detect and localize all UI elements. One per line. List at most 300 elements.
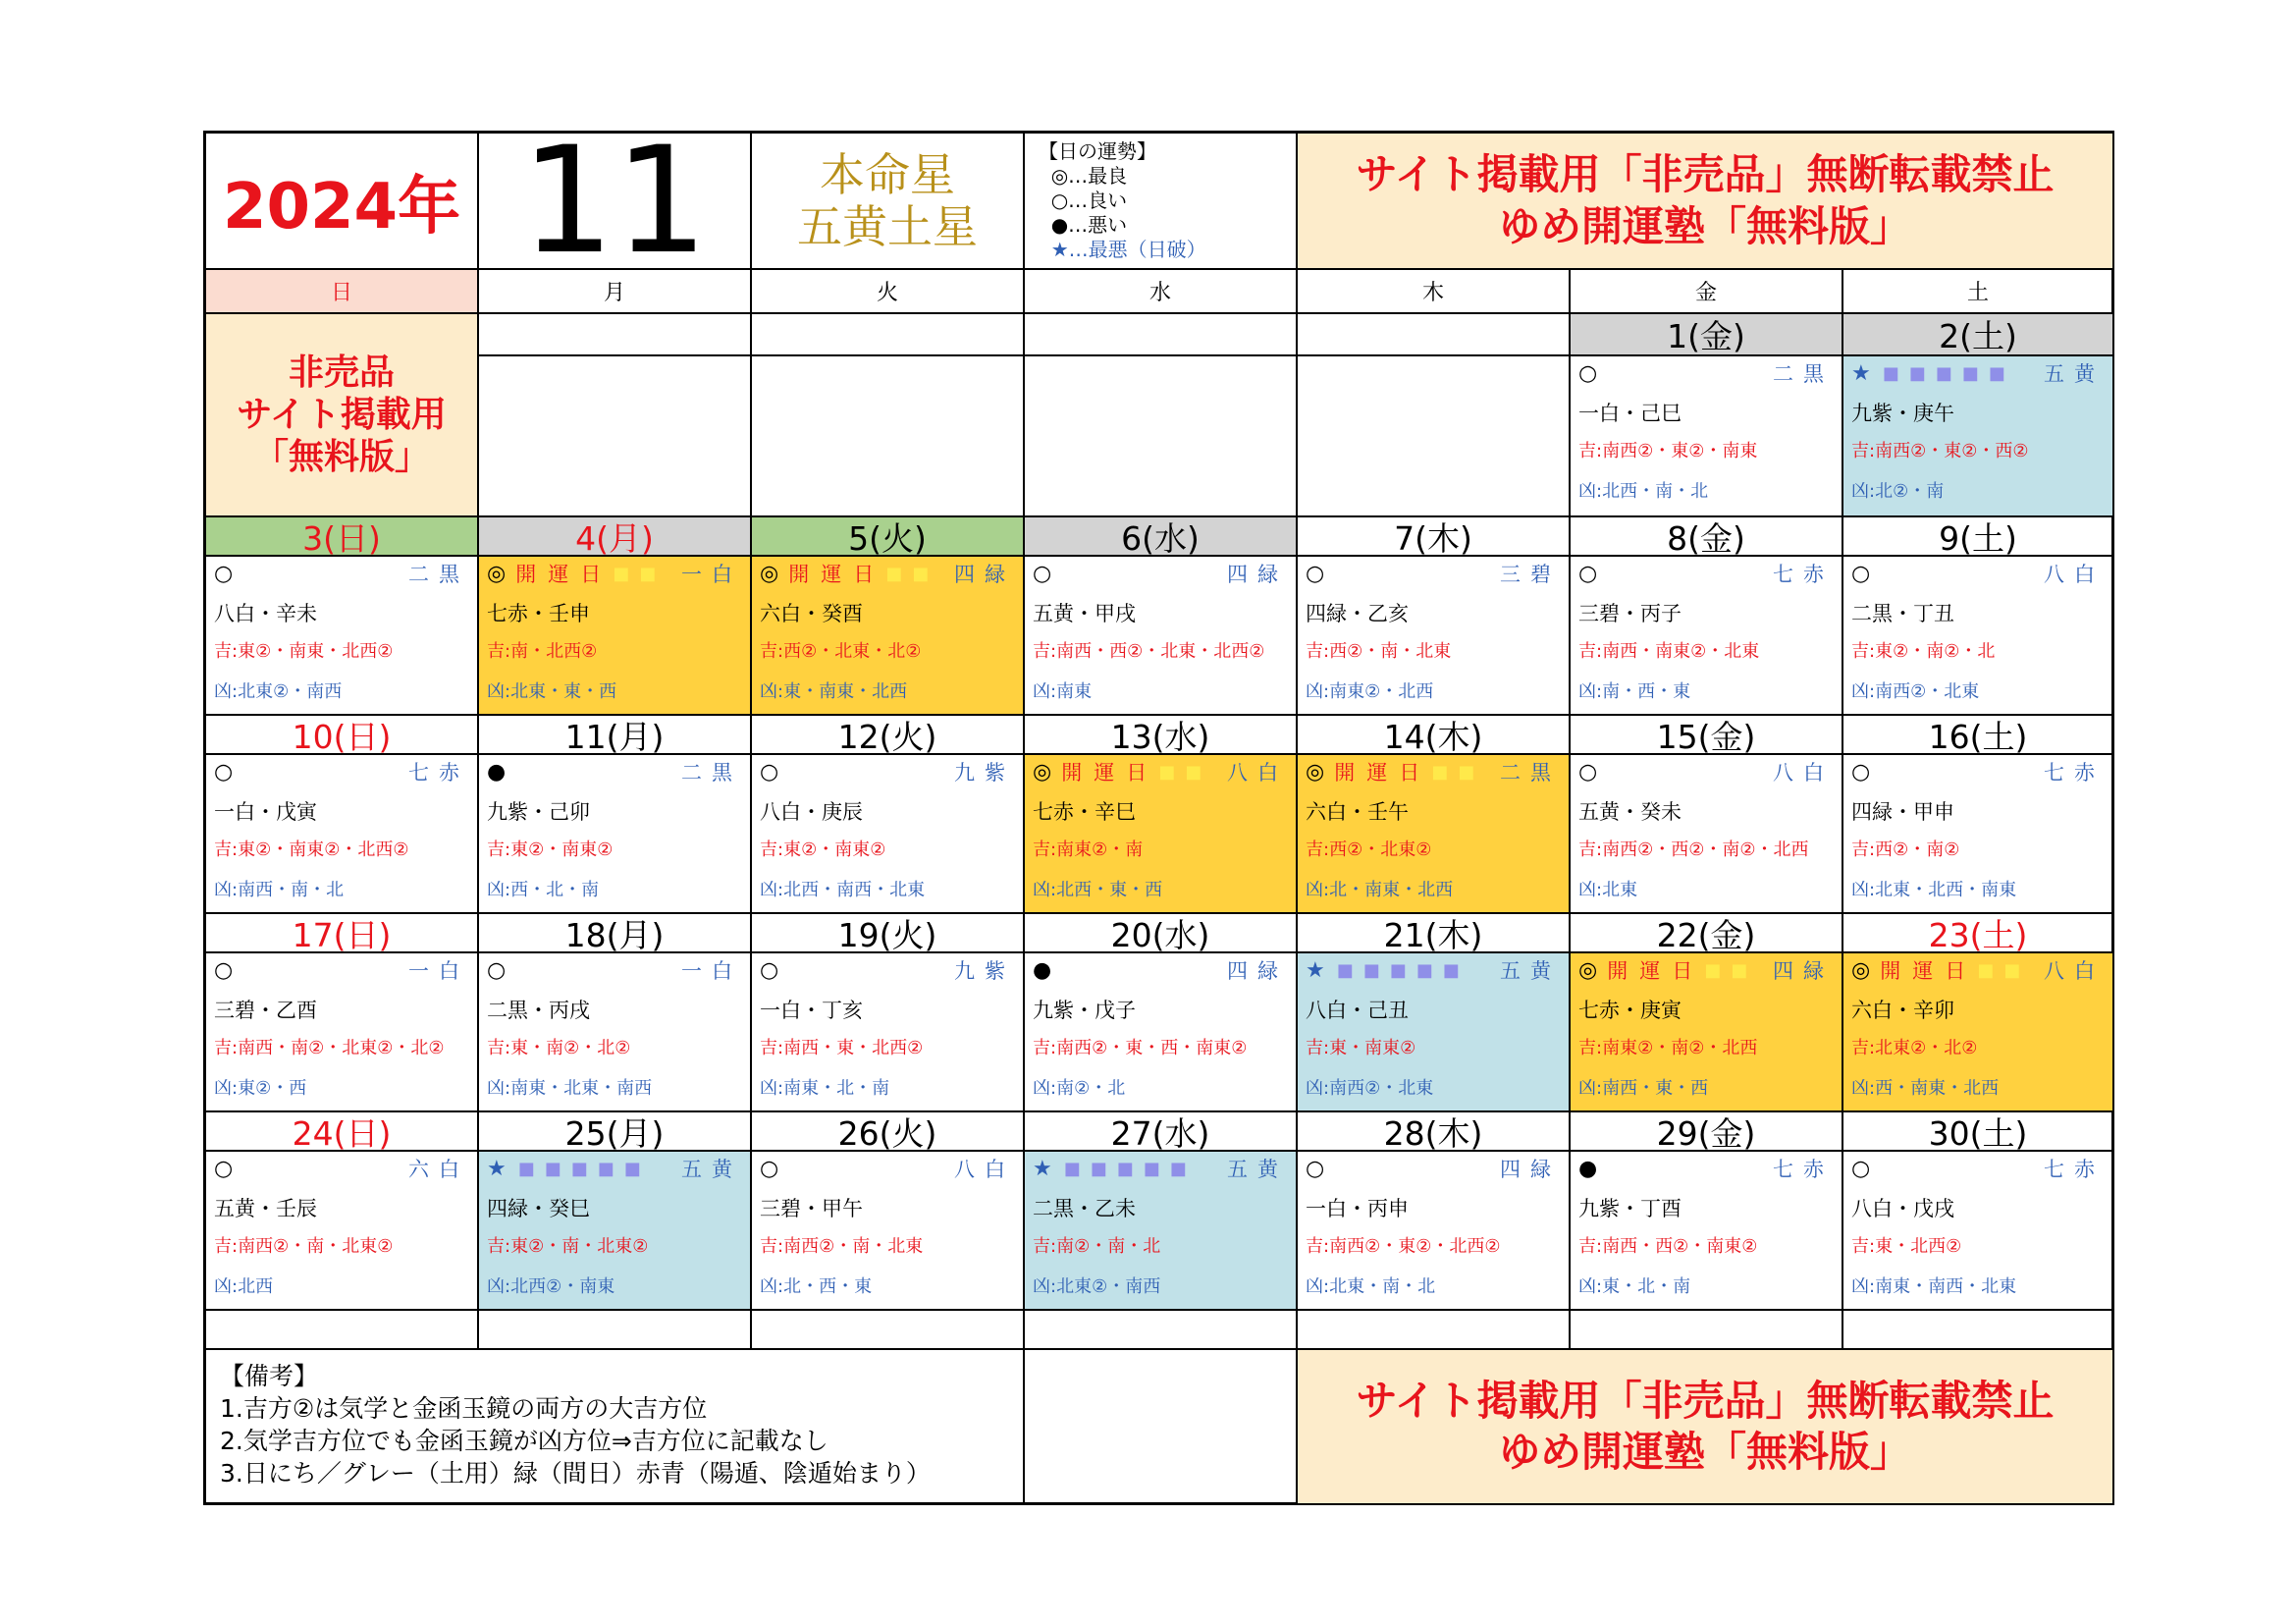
day-kanshi: 八白・戊戌: [1851, 1197, 1954, 1220]
fortune-mark-group: [1578, 757, 1597, 786]
nonsale-line: 「無料版」: [252, 437, 430, 478]
unlucky-directions: 凶:南西・南・北: [214, 880, 345, 900]
day-cell: [1298, 557, 1571, 716]
day-star: 八白: [1773, 761, 1834, 785]
lucky-directions: 吉:南・北西②: [487, 641, 598, 662]
note-line: 【備考】: [220, 1362, 319, 1390]
unlucky-directions: 凶:北東②・南西: [1033, 1276, 1161, 1297]
date-header: [1571, 1112, 1843, 1152]
lucky-directions: 吉:東②・南②・北: [1851, 641, 1996, 662]
day-kanshi: 七赤・壬申: [487, 602, 590, 625]
date-header: [1298, 914, 1571, 953]
month-label: 11: [520, 134, 709, 270]
unlucky-directions: 凶:北西・東・西: [1033, 880, 1163, 900]
day-cell: [206, 557, 479, 716]
fortune-mark: ◎: [760, 561, 779, 586]
unlucky-directions: 凶:南東②・北西: [1306, 681, 1434, 702]
fortune-mark: ○: [1851, 561, 1871, 586]
date-label: 3(日): [302, 518, 381, 557]
fortune-mark-group: [1578, 955, 1757, 985]
day-star: 八白: [2044, 563, 2105, 586]
fortune-mark: ○: [1578, 759, 1598, 785]
day-kanshi: 八白・辛未: [214, 602, 317, 625]
day-cell: [1571, 1152, 1843, 1311]
weekday-label: 木: [1421, 281, 1444, 305]
day-star: 四緑: [954, 563, 1015, 586]
fortune-mark: ◎: [1851, 957, 1871, 983]
unlucky-directions: 凶:南西・東・西: [1578, 1078, 1709, 1099]
day-kanshi: 一白・戊寅: [214, 800, 317, 824]
unlucky-directions: 凶:南東: [1033, 681, 1093, 702]
date-header: [206, 1112, 479, 1152]
day-cell: [1025, 557, 1298, 716]
fortune-mark-group: [1578, 1154, 1597, 1183]
day-star: 四緑: [1227, 959, 1288, 983]
empty-day-cell: [752, 356, 1025, 517]
lucky-directions: 吉:東②・南・北東②: [487, 1236, 649, 1257]
day-cell: [1025, 953, 1298, 1112]
day-star: 二黒: [1500, 761, 1561, 785]
date-label: 5(火): [848, 518, 927, 557]
lucky-directions: 吉:東②・南東②・北西②: [214, 839, 409, 860]
day-kanshi: 九紫・己卯: [487, 800, 590, 824]
fortune-line: [1578, 955, 1834, 985]
day-kanshi: 四緑・甲申: [1851, 800, 1954, 824]
fortune-line: [1851, 1154, 2105, 1183]
fortune-mark: ●: [1033, 957, 1052, 983]
day-cell: [1298, 755, 1571, 914]
day-kanshi: 五黄・癸未: [1578, 800, 1682, 824]
fortune-mark: ◎: [487, 561, 507, 586]
lucky-directions: 吉:南西②・東・西・南東②: [1033, 1038, 1248, 1058]
date-header: [1025, 517, 1298, 557]
fortune-line: [1306, 559, 1561, 588]
date-header: [1843, 1112, 2114, 1152]
lucky-directions: 吉:東②・南東・北西②: [214, 641, 394, 662]
fortune-mark-group: [1033, 955, 1051, 985]
day-star: 二黒: [681, 761, 742, 785]
day-kanshi: 七赤・辛巳: [1033, 800, 1136, 824]
honmei-cell: [752, 134, 1025, 270]
day-star: 一白: [681, 959, 742, 983]
lucky-directions: 吉:南西・南②・北東②・北②: [214, 1038, 445, 1058]
fortune-mark: ○: [1851, 759, 1871, 785]
unlucky-directions: 凶:北東②・南西: [214, 681, 343, 702]
date-label: 7(木): [1394, 518, 1472, 557]
star-squares-icon: ■■■■■: [1882, 362, 2015, 384]
date-label: 9(土): [1939, 518, 2017, 557]
date-label: 16(土): [1928, 717, 2028, 755]
kaiun-label: 開運日: [1880, 959, 1978, 983]
fortune-mark-group: [1851, 358, 2015, 388]
lucky-directions: 吉:南西②・南・北東: [760, 1236, 924, 1257]
unlucky-directions: 凶:北西②・南東: [487, 1276, 615, 1297]
day-cell: [752, 755, 1025, 914]
month-cell: [479, 134, 752, 270]
day-kanshi: 一白・丙申: [1306, 1197, 1409, 1220]
day-kanshi: 三碧・丙子: [1578, 602, 1682, 625]
date-header: [206, 716, 479, 755]
day-star: 一白: [408, 959, 469, 983]
date-header: [1571, 314, 1843, 356]
day-cell: [479, 557, 752, 716]
date-header: [1025, 914, 1298, 953]
date-label: 14(木): [1383, 717, 1483, 755]
weekday-label: 土: [1966, 281, 1989, 305]
date-header: [1571, 517, 1843, 557]
fortune-mark-group: [1033, 757, 1211, 786]
lucky-directions: 吉:南東②・南②・北西: [1578, 1038, 1758, 1058]
fortune-mark-group: [214, 757, 233, 786]
unlucky-directions: 凶:北西・南西・北東: [760, 880, 926, 900]
fortune-line: [760, 955, 1015, 985]
unlucky-directions: 凶:北西: [214, 1276, 274, 1297]
fortune-mark: ○: [760, 1156, 779, 1181]
date-header: [1843, 314, 2114, 356]
lucky-directions: 吉:東・北西②: [1851, 1236, 1962, 1257]
day-cell: [1571, 755, 1843, 914]
fortune-mark: ★: [1851, 360, 1871, 386]
date-header: [752, 517, 1025, 557]
day-star: 一白: [681, 563, 742, 586]
day-star: 七赤: [2044, 761, 2105, 785]
fortune-mark-group: [760, 757, 778, 786]
fortune-mark: ★: [1306, 957, 1325, 983]
day-kanshi: 六白・辛卯: [1851, 999, 1954, 1022]
fortune-mark: ○: [1033, 561, 1052, 586]
kaiun-squares-icon: ■■: [885, 563, 939, 584]
note-line: 3.日にち／グレー（土用）緑（間日）赤青（陽遁、陰遁始まり）: [220, 1459, 931, 1488]
legend-line: 【日の運勢】: [1039, 139, 1156, 163]
day-star: 九紫: [954, 959, 1015, 983]
legend-line: ●…悪い: [1039, 213, 1128, 237]
fortune-mark-group: [1306, 955, 1469, 985]
fortune-mark-group: [1306, 559, 1324, 588]
weekday-label: 水: [1148, 281, 1171, 305]
notice-line: ゆめ開運塾「無料版」: [1498, 201, 1911, 250]
fortune-mark-group: [487, 559, 666, 588]
date-label: 22(金): [1656, 915, 1756, 953]
date-header: [1843, 716, 2114, 755]
weekday-header: [206, 270, 479, 314]
fortune-line: [1306, 1154, 1561, 1183]
fortune-mark: ○: [487, 957, 507, 983]
fortune-mark-group: [1851, 1154, 1870, 1183]
fortune-mark-group: [1306, 757, 1484, 786]
star-squares-icon: ■■■■■: [1336, 959, 1469, 981]
day-kanshi: 二黒・丙戌: [487, 999, 590, 1022]
day-cell: [1571, 557, 1843, 716]
empty-row-cell: [206, 1311, 479, 1350]
date-header: [1025, 1112, 1298, 1152]
lucky-directions: 吉:南②・南・北: [1033, 1236, 1161, 1257]
day-kanshi: 六白・癸酉: [760, 602, 863, 625]
unlucky-directions: 凶:南東・南西・北東: [1851, 1276, 2017, 1297]
fortune-mark: ○: [1578, 360, 1598, 386]
fortune-mark: ★: [487, 1156, 507, 1181]
day-cell: [752, 953, 1025, 1112]
fortune-mark: ★: [1033, 1156, 1052, 1181]
date-label: 15(金): [1656, 717, 1756, 755]
day-kanshi: 九紫・庚午: [1851, 402, 1954, 425]
day-star: 七赤: [408, 761, 469, 785]
day-cell: [1843, 755, 2114, 914]
lucky-directions: 吉:南西②・東②・西②: [1851, 441, 2029, 461]
day-kanshi: 八白・庚辰: [760, 800, 863, 824]
unlucky-directions: 凶:南・西・東: [1578, 681, 1691, 702]
day-star: 四緑: [1773, 959, 1834, 983]
empty-day-cell: [1298, 356, 1571, 517]
fortune-line: [1851, 559, 2105, 588]
legend-box: [1025, 134, 1298, 270]
fortune-mark-group: [214, 1154, 233, 1183]
date-header: [479, 517, 752, 557]
weekday-label: 火: [876, 281, 898, 305]
date-label: 8(金): [1667, 518, 1745, 557]
day-star: 六白: [408, 1158, 469, 1181]
date-header: [1298, 716, 1571, 755]
day-star: 五黄: [681, 1158, 742, 1181]
date-label: 29(金): [1656, 1113, 1756, 1152]
date-header: [1843, 517, 2114, 557]
empty-date-cell: [479, 314, 752, 356]
kaiun-label: 開運日: [788, 563, 886, 586]
nonsale-box: [206, 314, 479, 517]
blank-box: [1025, 1350, 1298, 1505]
unlucky-directions: 凶:北東・東・西: [487, 681, 617, 702]
fortune-line: [487, 1154, 742, 1183]
fortune-mark-group: [487, 757, 506, 786]
day-star: 七赤: [2044, 1158, 2105, 1181]
kaiun-squares-icon: ■■: [1977, 959, 2031, 981]
star-squares-icon: ■■■■■: [1063, 1158, 1197, 1179]
lucky-directions: 吉:南西②・南・北東②: [214, 1236, 394, 1257]
day-cell: [479, 755, 752, 914]
fortune-line: [1851, 955, 2105, 985]
day-cell: [752, 557, 1025, 716]
day-kanshi: 一白・丁亥: [760, 999, 863, 1022]
date-label: 17(日): [292, 915, 392, 953]
note-line: 1.吉方②は気学と金函玉鏡の両方の大吉方位: [220, 1394, 708, 1423]
date-label: 27(水): [1110, 1113, 1210, 1152]
fortune-mark: ○: [214, 957, 234, 983]
note-line: 2.気学吉方位でも金函玉鏡が凶方位⇒吉方位に記載なし: [220, 1427, 828, 1455]
day-star: 七赤: [1773, 1158, 1834, 1181]
fortune-line: [1578, 1154, 1834, 1183]
fortune-mark-group: [214, 955, 233, 985]
day-star: 五黄: [2044, 362, 2105, 386]
date-label: 21(木): [1383, 915, 1483, 953]
day-kanshi: 四緑・癸巳: [487, 1197, 590, 1220]
fortune-line: [1033, 559, 1288, 588]
fortune-mark: ○: [760, 957, 779, 983]
notes-box: [206, 1350, 1025, 1505]
fortune-line: [1851, 757, 2105, 786]
date-label: 28(木): [1383, 1113, 1483, 1152]
fortune-mark: ○: [760, 759, 779, 785]
year-cell: [206, 134, 479, 270]
fortune-mark-group: [760, 955, 778, 985]
day-star: 九紫: [954, 761, 1015, 785]
fortune-mark: ◎: [1033, 759, 1052, 785]
fortune-line: [487, 559, 742, 588]
day-cell: [1843, 953, 2114, 1112]
lucky-directions: 吉:西②・北東・北②: [760, 641, 922, 662]
day-kanshi: 五黄・壬辰: [214, 1197, 317, 1220]
fortune-line: [487, 757, 742, 786]
empty-date-cell: [1025, 314, 1298, 356]
day-cell: [1571, 356, 1843, 517]
star-squares-icon: ■■■■■: [517, 1158, 651, 1179]
date-label: 4(月): [575, 518, 654, 557]
lucky-directions: 吉:南西・西②・南東②: [1578, 1236, 1758, 1257]
empty-date-cell: [752, 314, 1025, 356]
fortune-mark-group: [1851, 757, 1870, 786]
date-header: [1298, 1112, 1571, 1152]
date-header: [206, 517, 479, 557]
date-label: 13(水): [1110, 717, 1210, 755]
date-header: [1843, 914, 2114, 953]
fortune-mark: ○: [214, 1156, 234, 1181]
fortune-mark-group: [760, 559, 938, 588]
day-kanshi: 三碧・甲午: [760, 1197, 863, 1220]
lucky-directions: 吉:東②・南東②: [760, 839, 886, 860]
fortune-mark-group: [1578, 559, 1597, 588]
date-label: 1(金): [1667, 317, 1745, 355]
day-kanshi: 一白・己巳: [1578, 402, 1682, 425]
lucky-directions: 吉:南西②・西②・南②・北西: [1578, 839, 1809, 860]
weekday-label: 日: [330, 281, 352, 305]
date-label: 18(月): [564, 915, 665, 953]
weekday-header: [1843, 270, 2114, 314]
fortune-mark: ○: [1578, 561, 1598, 586]
kaiun-label: 開運日: [1061, 761, 1159, 785]
day-kanshi: 六白・壬午: [1306, 800, 1409, 824]
weekday-header: [1025, 270, 1298, 314]
lucky-directions: 吉:北東②・北②: [1851, 1038, 1978, 1058]
weekday-header: [479, 270, 752, 314]
unlucky-directions: 凶:北・西・東: [760, 1276, 873, 1297]
fortune-mark-group: [1306, 1154, 1324, 1183]
fortune-line: [214, 757, 469, 786]
empty-day-cell: [1025, 356, 1298, 517]
unlucky-directions: 凶:南東・北東・南西: [487, 1078, 653, 1099]
fortune-line: [1851, 358, 2105, 388]
unlucky-directions: 凶:東②・西: [214, 1078, 307, 1099]
notice-top: [1298, 134, 2114, 270]
day-kanshi: 八白・己丑: [1306, 999, 1409, 1022]
unlucky-directions: 凶:北・南東・北西: [1306, 880, 1454, 900]
fortune-mark: ○: [1306, 1156, 1325, 1181]
day-cell: [1843, 557, 2114, 716]
fortune-line: [1306, 757, 1561, 786]
year-label: 2024年: [222, 170, 461, 244]
date-label: 20(水): [1110, 915, 1210, 953]
weekday-label: 月: [603, 281, 625, 305]
unlucky-directions: 凶:東・南東・北西: [760, 681, 908, 702]
kaiun-label: 開運日: [1334, 761, 1432, 785]
day-cell: [1025, 755, 1298, 914]
lucky-directions: 吉:東・南東②: [1306, 1038, 1416, 1058]
date-label: 2(土): [1939, 317, 2017, 355]
day-kanshi: 三碧・乙酉: [214, 999, 317, 1022]
date-label: 30(土): [1928, 1113, 2028, 1152]
weekday-header: [1298, 270, 1571, 314]
fortune-mark-group: [1033, 559, 1051, 588]
day-cell: [1298, 953, 1571, 1112]
fortune-line: [214, 1154, 469, 1183]
day-kanshi: 五黄・甲戌: [1033, 602, 1136, 625]
fortune-line: [1578, 358, 1834, 388]
date-label: 23(土): [1928, 915, 2028, 953]
unlucky-directions: 凶:西・南東・北西: [1851, 1078, 2000, 1099]
fortune-mark-group: [760, 1154, 778, 1183]
fortune-line: [1306, 955, 1561, 985]
fortune-mark: ○: [1306, 561, 1325, 586]
day-star: 二黒: [1773, 362, 1834, 386]
empty-day-cell: [479, 356, 752, 517]
nonsale-line: サイト掲載用: [237, 394, 447, 435]
fortune-mark: ●: [1578, 1156, 1598, 1181]
day-cell: [1571, 953, 1843, 1112]
lucky-directions: 吉:西②・南・北東: [1306, 641, 1452, 662]
notice-line: サイト掲載用「非売品」無断転載禁止: [1356, 1376, 2055, 1425]
empty-date-cell: [1298, 314, 1571, 356]
date-header: [752, 716, 1025, 755]
day-star: 五黄: [1500, 959, 1561, 983]
date-label: 25(月): [564, 1113, 665, 1152]
empty-row-cell: [1571, 1311, 1843, 1350]
date-label: 12(火): [837, 717, 937, 755]
day-star: 五黄: [1227, 1158, 1288, 1181]
fortune-mark-group: [1033, 1154, 1197, 1183]
lucky-directions: 吉:南西・東・北西②: [760, 1038, 924, 1058]
empty-row-cell: [1298, 1311, 1571, 1350]
lucky-directions: 吉:南西②・東②・南東: [1578, 441, 1758, 461]
date-header: [479, 716, 752, 755]
legend-line: ★…最悪（日破）: [1039, 238, 1206, 261]
lucky-directions: 吉:東・南②・北②: [487, 1038, 631, 1058]
kaiun-label: 開運日: [1607, 959, 1705, 983]
unlucky-directions: 凶:東・北・南: [1578, 1276, 1691, 1297]
unlucky-directions: 凶:南東・北・南: [760, 1078, 890, 1099]
unlucky-directions: 凶:南西②・北東: [1306, 1078, 1434, 1099]
day-star: 三碧: [1500, 563, 1561, 586]
date-label: 10(日): [292, 717, 392, 755]
day-cell: [206, 953, 479, 1112]
lucky-directions: 吉:南西②・東②・北西②: [1306, 1236, 1501, 1257]
day-star: 四緑: [1227, 563, 1288, 586]
weekday-header: [1571, 270, 1843, 314]
fortune-line: [1033, 1154, 1288, 1183]
weekday-label: 金: [1694, 281, 1717, 305]
day-cell: [752, 1152, 1025, 1311]
fortune-line: [214, 955, 469, 985]
nonsale-line: 非売品: [288, 352, 395, 393]
day-star: 四緑: [1500, 1158, 1561, 1181]
date-header: [479, 1112, 752, 1152]
fortune-mark-group: [487, 1154, 651, 1183]
kaiun-label: 開運日: [515, 563, 614, 586]
date-label: 19(火): [837, 915, 937, 953]
day-kanshi: 九紫・戊子: [1033, 999, 1136, 1022]
day-kanshi: 四緑・乙亥: [1306, 602, 1409, 625]
day-cell: [1843, 1152, 2114, 1311]
fortune-mark: ○: [1851, 1156, 1871, 1181]
lucky-directions: 吉:南東②・南: [1033, 839, 1144, 860]
unlucky-directions: 凶:北②・南: [1851, 481, 1945, 502]
day-cell: [1025, 1152, 1298, 1311]
